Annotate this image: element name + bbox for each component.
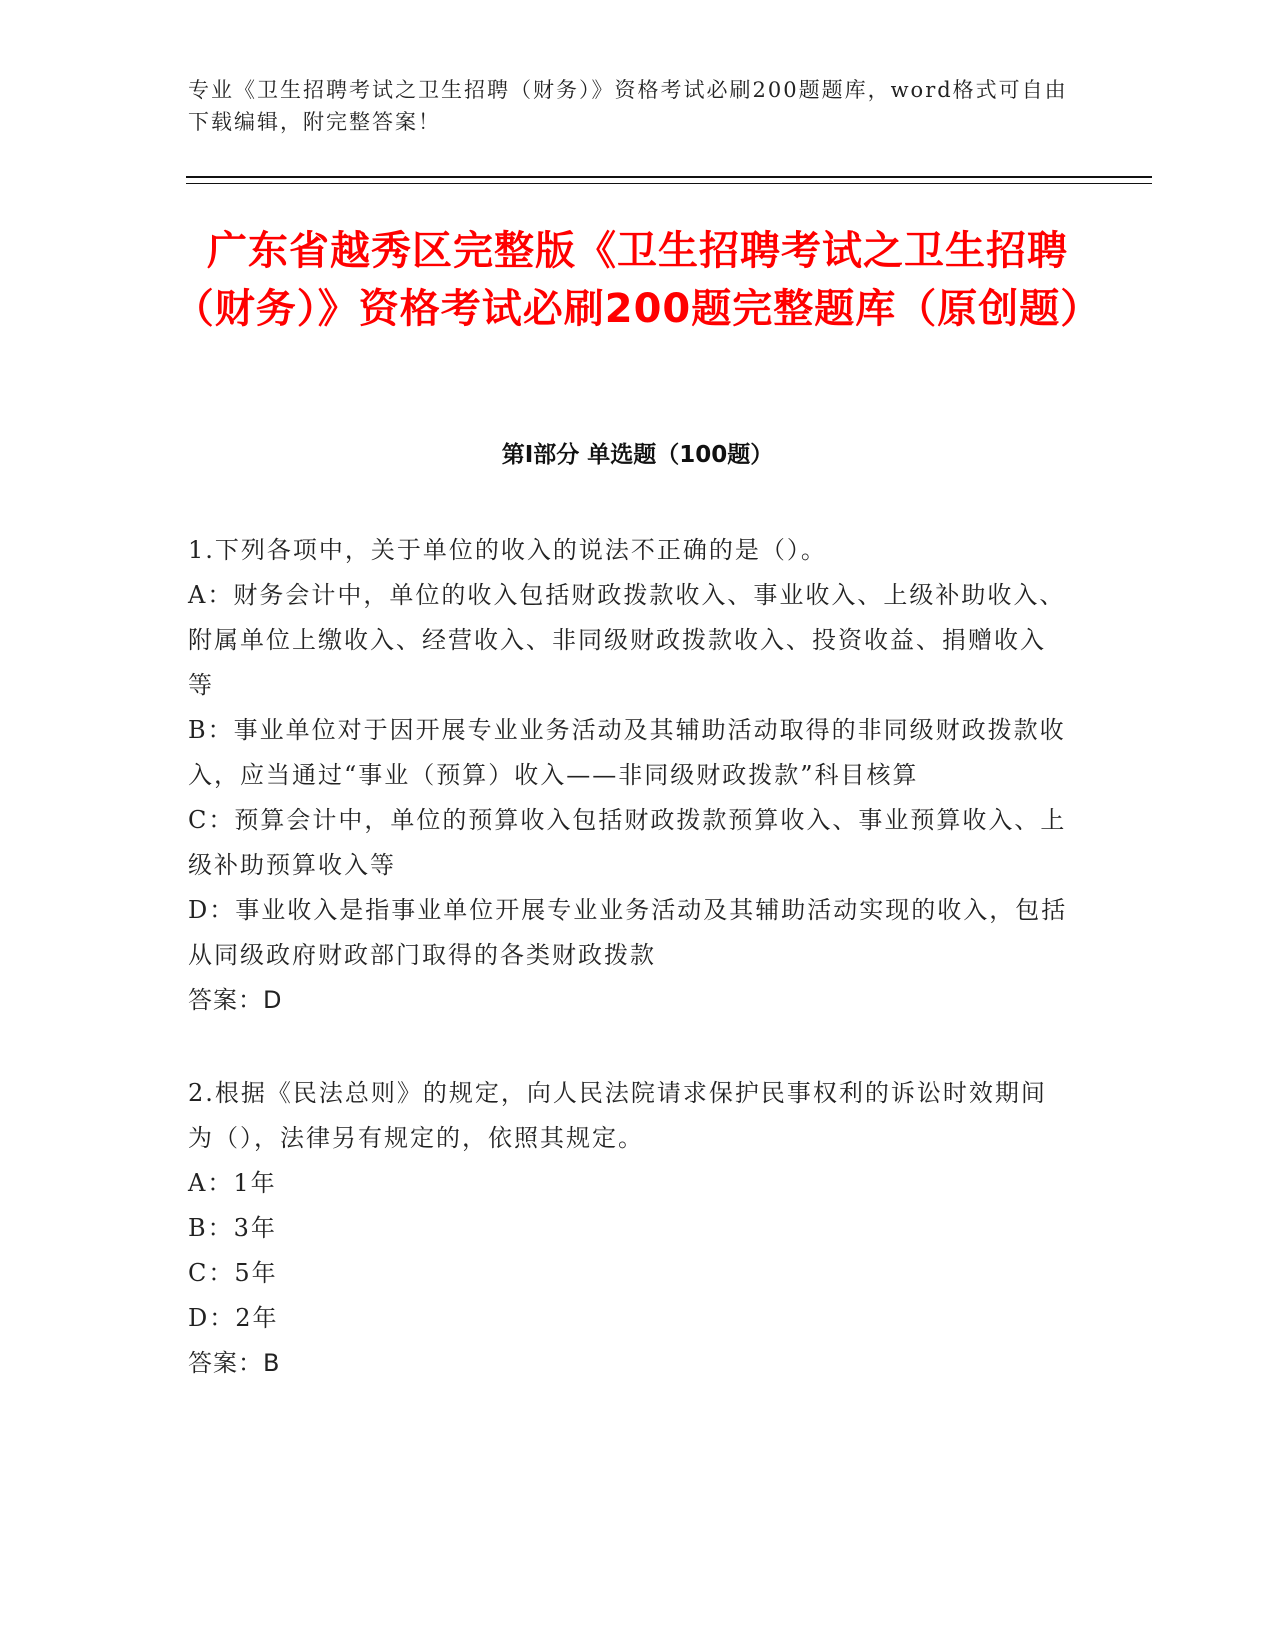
document-title: 广东省越秀区完整版《卫生招聘考试之卫生招聘（财务）》资格考试必刷200题完整题库（原创题）	[173, 228, 1102, 332]
answer-line: 答案：B	[188, 1349, 281, 1377]
answer-line: 答案：D	[188, 986, 283, 1014]
header-rule-thin	[186, 183, 1152, 184]
option-d: D：2年	[188, 1304, 279, 1332]
question-stem: 2.根据《民法总则》的规定，向人民法院请求保护民事权利的诉讼时效期间为（），法律另有规定的，依照其规定。	[188, 1079, 1047, 1152]
section-heading: 第Ⅰ部分 单选题（100题）	[501, 442, 774, 468]
header-rule-thick	[186, 176, 1152, 178]
option-b: B：事业单位对于因开展专业业务活动及其辅助活动取得的非同级财政拨款收入，应当通过“事业（预算）收入——非同级财政拨款”科目核算	[188, 716, 1066, 789]
question-list	[188, 528, 1068, 1434]
option-a: A：财务会计中，单位的收入包括财政拨款收入、事业收入、上级补助收入、附属单位上缴收入、经营收入、非同级财政拨款收入、投资收益、捐赠收入等	[188, 581, 1066, 699]
option-c: C：5年	[188, 1259, 278, 1287]
header-note: 专业《卫生招聘考试之卫生招聘（财务）》资格考试必刷200题题库，word格式可自由下载编辑，附完整答案！	[188, 78, 1068, 134]
option-d: D：事业收入是指事业单位开展专业业务活动及其辅助活动实现的收入，包括从同级政府财政部门取得的各类财政拨款	[188, 896, 1068, 969]
option-b: B：3年	[188, 1214, 277, 1242]
option-a: A：1年	[188, 1169, 277, 1197]
option-c: C：预算会计中，单位的预算收入包括财政拨款预算收入、事业预算收入、上级补助预算收入等	[188, 806, 1067, 879]
question-stem: 1.下列各项中，关于单位的收入的说法不正确的是（）。	[188, 536, 827, 564]
question-1	[188, 528, 1068, 1023]
question-2	[188, 1071, 1068, 1386]
